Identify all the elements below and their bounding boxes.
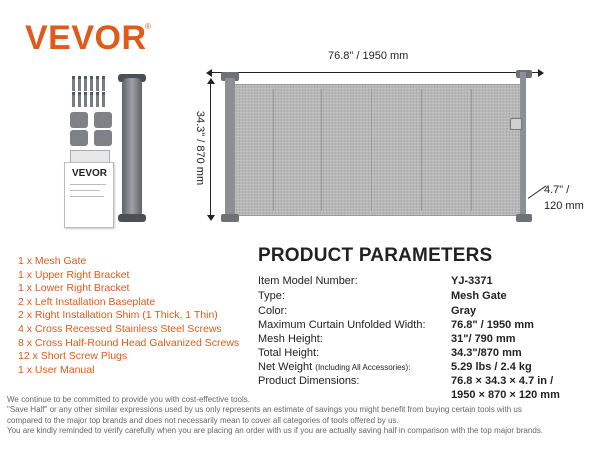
- disclaimer-line: You are kindly reminded to verify carefully when you are placing an order with us if you are actually saving half in comparison with the top major brands.: [7, 425, 543, 435]
- lower-right-bracket: [516, 214, 532, 222]
- param-value: 34.3"/870 mm: [451, 347, 522, 359]
- mesh-seam: [273, 89, 274, 211]
- manual-text-line: [70, 190, 100, 191]
- width-dimension-label: 76.8" / 1950 mm: [328, 50, 409, 62]
- bracket-icon: [94, 112, 112, 128]
- screw-icon: [102, 92, 105, 107]
- registered-mark: ®: [145, 22, 151, 31]
- mesh-seam: [321, 89, 322, 211]
- param-value: Gray: [451, 305, 477, 317]
- depth-dimension-label-1: 4.7" /: [544, 184, 570, 196]
- gate-left-post: [225, 78, 235, 221]
- param-label: [258, 361, 410, 374]
- mesh-seam: [471, 89, 472, 211]
- param-label: Item Model Number:: [258, 275, 358, 287]
- list-item: 2 x Left Installation Baseplate: [18, 295, 156, 308]
- width-dimension-line: [210, 72, 540, 73]
- screw-icon: [78, 92, 81, 107]
- screw-icon: [90, 92, 93, 107]
- list-item: 1 x Upper Right Bracket: [18, 268, 130, 281]
- bracket-icon: [94, 130, 112, 146]
- param-value: 76.8 × 34.3 × 4.7 in /: [451, 375, 554, 387]
- list-item: 12 x Short Screw Plugs: [18, 350, 128, 363]
- screw-icon: [84, 92, 87, 107]
- disclaimer-line: We continue to be committed to provide you with cost-effective tools.: [7, 395, 250, 404]
- param-value-cont: 1950 × 870 × 120 mm: [451, 389, 560, 401]
- arrow-right-icon: [538, 69, 544, 77]
- list-item: 1 x Mesh Gate: [18, 255, 87, 267]
- param-label: Total Height:: [258, 347, 320, 359]
- screw-icon: [96, 76, 99, 91]
- gate-right-post: [520, 72, 526, 222]
- list-item: 2 x Right Installation Shim (1 Thick, 1 Thin): [18, 309, 218, 322]
- param-label: Type:: [258, 290, 285, 302]
- arrow-down-icon: [207, 215, 215, 221]
- bracket-icon: [70, 112, 88, 128]
- screw-icon: [96, 92, 99, 107]
- disclaimer-line: compared to the major top brands and does not necessarily mean to cover all categories of tools offered by us.: [7, 415, 399, 425]
- gate-roll-icon: [122, 78, 142, 218]
- disclaimer: [7, 395, 595, 436]
- param-value: 5.29 lbs / 2.4 kg: [451, 361, 532, 373]
- depth-dimension-label-2: 120 mm: [544, 200, 584, 212]
- screw-icon: [102, 76, 105, 91]
- disclaimer-line: "Save Half" or any other similar expressions used by us only represents an estimate of savings you might benefit from buying certain tools with us: [7, 405, 522, 415]
- param-label: Product Dimensions:: [258, 375, 360, 387]
- param-label-note: (Including All Accessories):: [315, 363, 411, 372]
- list-item: 4 x Cross Recessed Stainless Steel Screws: [18, 322, 222, 335]
- param-label-main: Net Weight: [258, 361, 316, 373]
- list-item: 1 x User Manual: [18, 363, 95, 376]
- gate-handle: [510, 118, 522, 130]
- param-label: Color:: [258, 305, 288, 317]
- list-item: 8 x Cross Half-Round Head Galvanized Screws: [18, 336, 240, 349]
- brand-logo: VEVOR: [25, 19, 147, 57]
- gate-roll-foot: [118, 214, 146, 222]
- manual-text-line: [70, 196, 104, 197]
- mesh-gate: [232, 84, 524, 216]
- screw-icon: [72, 76, 75, 91]
- parts-list: [18, 255, 239, 377]
- params-title: PRODUCT PARAMETERS: [258, 245, 493, 266]
- manual-text-line: [70, 184, 106, 185]
- param-value: Mesh Gate: [451, 290, 507, 302]
- manual-logo: VEVOR: [72, 168, 108, 179]
- screw-icon: [72, 92, 75, 107]
- arrow-up-icon: [207, 78, 215, 84]
- screw-icon: [90, 76, 93, 91]
- mesh-seam: [421, 89, 422, 211]
- param-value: 31"/ 790 mm: [451, 333, 516, 345]
- screw-icon: [78, 76, 81, 91]
- height-dimension-line: [210, 82, 211, 217]
- arrow-left-icon: [206, 69, 212, 77]
- gate-post-foot: [221, 214, 239, 222]
- bracket-icon: [70, 130, 88, 146]
- param-value: YJ-3371: [451, 275, 493, 287]
- list-item: 1 x Lower Right Bracket: [18, 282, 130, 295]
- screw-icon: [84, 76, 87, 91]
- param-value: 76.8" / 1950 mm: [451, 319, 534, 331]
- param-label: Maximum Curtain Unfolded Width:: [258, 319, 426, 331]
- param-label: Mesh Height:: [258, 333, 323, 345]
- mesh-seam: [371, 89, 372, 211]
- height-dimension-label: 34.3" / 870 mm: [194, 110, 206, 186]
